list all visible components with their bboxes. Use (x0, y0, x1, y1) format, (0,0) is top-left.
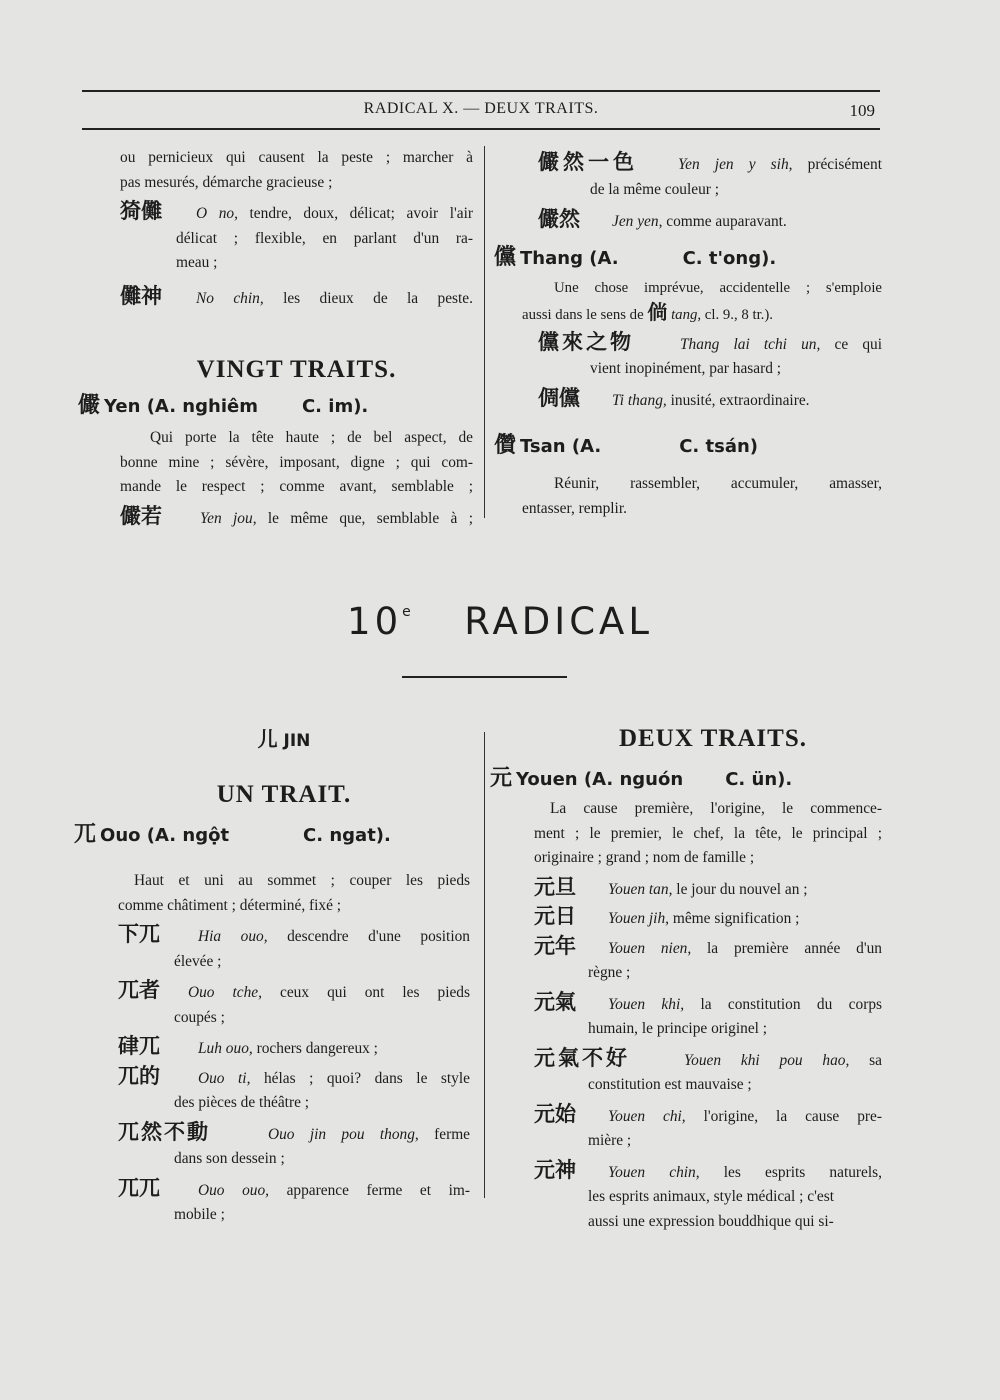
chinese-characters: 儺神 (120, 283, 162, 308)
romanization: Jen yen, (612, 213, 663, 230)
headword-romanization: Thang (520, 247, 583, 269)
dictionary-entry (538, 386, 882, 414)
character-heading (74, 820, 470, 851)
text-line: de la même couleur ; (590, 180, 720, 198)
romanization: O no, (196, 205, 238, 222)
headword-character: 儹 (494, 433, 517, 458)
top-left-column (78, 146, 473, 531)
chinese-characters: 下兀 (118, 922, 160, 946)
headword-romanization: Yen (104, 396, 141, 417)
text-line: règne ; (588, 964, 631, 981)
definition: inusité, extraordinaire. (670, 391, 810, 409)
romanization: Youen tan, (608, 880, 673, 898)
text-line: constitution est mauvaise ; (588, 1076, 752, 1093)
dictionary-entry (534, 934, 882, 962)
dictionary-entry (534, 875, 882, 903)
cantonese-reading: C. t'ong). (682, 247, 777, 269)
character-heading (78, 391, 473, 422)
annamite-reading: (A. nghiêm (146, 396, 258, 417)
dictionary-entry (120, 199, 473, 227)
ordinal-suffix: e (402, 604, 411, 620)
definition: sa (869, 1051, 882, 1069)
page-number: 109 (849, 101, 875, 120)
definition: descendre d'une position (287, 928, 470, 945)
annamite-reading: (A. (571, 436, 602, 457)
text-line: mobile ; (174, 1206, 225, 1223)
definition-paragraph (522, 472, 882, 521)
romanization: Youen khi, (608, 995, 685, 1013)
chinese-characters: 兀的 (118, 1063, 160, 1088)
definition: même signification ; (672, 910, 800, 927)
dictionary-entry (538, 207, 882, 235)
text-line: ment ; le premier, le chef, la tête, le principal ; (534, 824, 882, 842)
radical-character: 儿 (257, 727, 278, 751)
dictionary-entry (118, 1034, 470, 1062)
text-line: Haut et uni au sommet ; couper les pieds (134, 872, 470, 889)
text-line: Une chose imprévue, accidentelle ; s'emploie (554, 279, 882, 296)
text-line: aussi dans le sens de 倘 tang, cl. 9., 8 tr.). (522, 300, 773, 324)
annamite-reading: (A. nguón (583, 769, 684, 790)
romanization: Ouo tche, (188, 984, 262, 1001)
text-line: humain, le principe originel ; (588, 1020, 768, 1037)
definition: précisément (807, 156, 882, 173)
radical-title (0, 600, 1000, 643)
definition: la constitution du corps (700, 995, 883, 1013)
column-divider (484, 146, 485, 518)
romanization: Youen chin, (608, 1163, 700, 1181)
headword-character: 兀 (74, 822, 97, 847)
chinese-characters: 儼若 (120, 503, 162, 528)
running-header: RADICAL X. — DEUX TRAITS. (363, 100, 599, 117)
definition: apparence ferme et im- (286, 1181, 470, 1199)
entry-list (534, 875, 882, 1235)
definition: rochers dangereux ; (256, 1040, 378, 1057)
column-divider (484, 732, 485, 1198)
section-heading: VINGT TRAITS. (196, 356, 397, 383)
headword-romanization: Youen (516, 769, 578, 790)
definition: le même que, semblable à ; (267, 509, 473, 527)
chinese-characters: 兀然不動 (118, 1119, 210, 1144)
annamite-reading: (A. ngột (146, 825, 230, 846)
text-line: élevée ; (174, 952, 222, 970)
radical-pinyin: JIN (283, 731, 311, 751)
radical-number: 10 (347, 600, 403, 643)
bottom-right-column (490, 722, 883, 1234)
header-bottom-rule (82, 128, 880, 130)
dictionary-entry (538, 150, 882, 178)
chinese-characters: 硉兀 (118, 1034, 160, 1058)
chinese-characters: 元氣不好 (534, 1045, 630, 1070)
text-line: bonne mine ; sévère, imposant, digne ; qui com- (120, 453, 473, 471)
text-line: délicat ; flexible, en parlant d'un ra- (176, 229, 473, 247)
definition-paragraph (118, 869, 470, 918)
definition-paragraph (120, 426, 473, 500)
text-line: La cause première, l'origine, le commence- (550, 800, 882, 817)
text-line: Qui porte la tête haute ; de bel aspect, de (150, 429, 473, 446)
text-line: mande le respect ; comme avant, semblable ; (120, 478, 473, 495)
text-line: entasser, remplir. (522, 499, 627, 517)
definition: ce qui (834, 335, 882, 353)
romanization: Ouo ouo, (198, 1181, 269, 1199)
top-right-column (494, 150, 882, 521)
romanization: No chin, (196, 289, 264, 307)
definition: le jour du nouvel an ; (676, 880, 808, 898)
definition: tendre, doux, délicat; avoir l'air (249, 205, 473, 222)
header-top-rule (82, 90, 880, 92)
romanization: Yen jou, (200, 509, 257, 527)
text-line: ou pernicieux qui causent la peste ; marcher à (120, 149, 473, 166)
cantonese-reading: C. im). (301, 396, 369, 417)
chinese-characters: 兀者 (118, 978, 160, 1002)
headword-romanization: Tsan (520, 436, 566, 457)
definition: comme auparavant. (666, 213, 787, 230)
text-line: dans son dessein ; (174, 1150, 285, 1167)
dictionary-entry (534, 1158, 882, 1186)
text-line: mière ; (588, 1132, 632, 1149)
text-line: comme châtiment ; déterminé, fixé ; (118, 896, 342, 914)
entry-list (118, 922, 470, 1228)
dictionary-entry (120, 504, 473, 532)
romanization: Youen jih, (608, 910, 670, 927)
romanization: Yen jen y sih, (678, 156, 793, 173)
chinese-characters: 倜儻 (538, 385, 580, 410)
romanization: Ouo jin pou thong, (268, 1125, 419, 1143)
chinese-characters: 元旦 (534, 874, 576, 899)
chinese-character: 倘 (647, 300, 668, 324)
romanization: Youen nien, (608, 939, 692, 957)
romanization: Ouo ti, (198, 1069, 251, 1087)
character-heading (494, 431, 882, 462)
dictionary-entry (534, 1046, 882, 1074)
dictionary-entry (118, 922, 470, 950)
definition-paragraph (534, 797, 882, 871)
text-line: meau ; (176, 254, 218, 271)
text-line: coupés ; (174, 1008, 225, 1026)
dictionary-entry (534, 990, 882, 1018)
cantonese-reading: C. tsán) (679, 436, 759, 457)
definition: la première année d'un (707, 939, 882, 957)
headword-character: 儻 (494, 244, 517, 270)
dictionary-entry (118, 1176, 470, 1204)
text-line: des pièces de théâtre ; (174, 1094, 310, 1111)
chinese-characters: 兀兀 (118, 1175, 160, 1200)
definition: les dieux de la peste. (283, 289, 473, 307)
character-heading (494, 243, 882, 274)
romanization: Youen chi, (608, 1107, 686, 1125)
chinese-characters: 儻來之物 (538, 329, 634, 354)
annamite-reading: (A. (589, 247, 619, 269)
text-line: aussi une expression bouddhique qui si- (588, 1212, 834, 1230)
romanization: Ti thang, (612, 391, 667, 409)
dictionary-entry (120, 284, 473, 312)
definition: ferme (434, 1125, 470, 1143)
definition-paragraph (522, 276, 882, 328)
definition: l'origine, la cause pre- (703, 1107, 882, 1125)
text-line: les esprits animaux, style médical ; c'est (588, 1188, 834, 1205)
text-line: vient inopinément, par hasard ; (590, 360, 782, 377)
text-line: Réunir, rassembler, accumuler, amasser, (554, 475, 882, 492)
chinese-characters: 元年 (534, 933, 576, 958)
chinese-characters: 元日 (534, 904, 576, 928)
romanization: Luh ouo, (198, 1040, 253, 1057)
romanization: Thang lai tchi un, (680, 335, 821, 353)
dictionary-entry (534, 1102, 882, 1130)
text-line: originaire ; grand ; nom de famille ; (534, 849, 755, 866)
romanization: Hia ouo, (198, 928, 268, 945)
chinese-characters: 儼然一色 (538, 150, 638, 174)
bottom-left-column (74, 724, 470, 1228)
romanization: Youen khi pou hao, (684, 1051, 850, 1069)
section-heading: DEUX TRAITS. (619, 725, 807, 752)
text-line: pas mesurés, démarche gracieuse ; (120, 173, 333, 191)
radical-word: RADICAL (464, 600, 653, 643)
dictionary-entry (538, 330, 882, 358)
headword-character: 儼 (78, 393, 101, 418)
cantonese-reading: C. ngat). (303, 825, 391, 846)
section-heading: UN TRAIT. (216, 781, 352, 808)
headword-romanization: Ouo (100, 825, 141, 846)
dictionary-entry (118, 1064, 470, 1092)
dictionary-entry (118, 978, 470, 1006)
definition: les esprits naturels, (723, 1163, 882, 1181)
chinese-characters: 儼然 (538, 207, 580, 231)
chinese-characters: 元始 (534, 1101, 576, 1126)
cantonese-reading: C. ün). (725, 769, 793, 790)
definition: ceux qui ont les pieds (280, 984, 470, 1001)
dictionary-entry (118, 1120, 470, 1148)
chinese-characters: 元神 (534, 1157, 576, 1182)
character-heading (490, 764, 882, 795)
chinese-characters: 元氣 (534, 989, 576, 1014)
headword-character: 元 (490, 766, 513, 791)
dictionary-entry (534, 904, 882, 932)
title-rule (402, 676, 567, 678)
chinese-characters: 猗儺 (120, 199, 162, 223)
definition: hélas ; quoi? dans le style (263, 1069, 470, 1087)
radical-name (118, 724, 470, 756)
